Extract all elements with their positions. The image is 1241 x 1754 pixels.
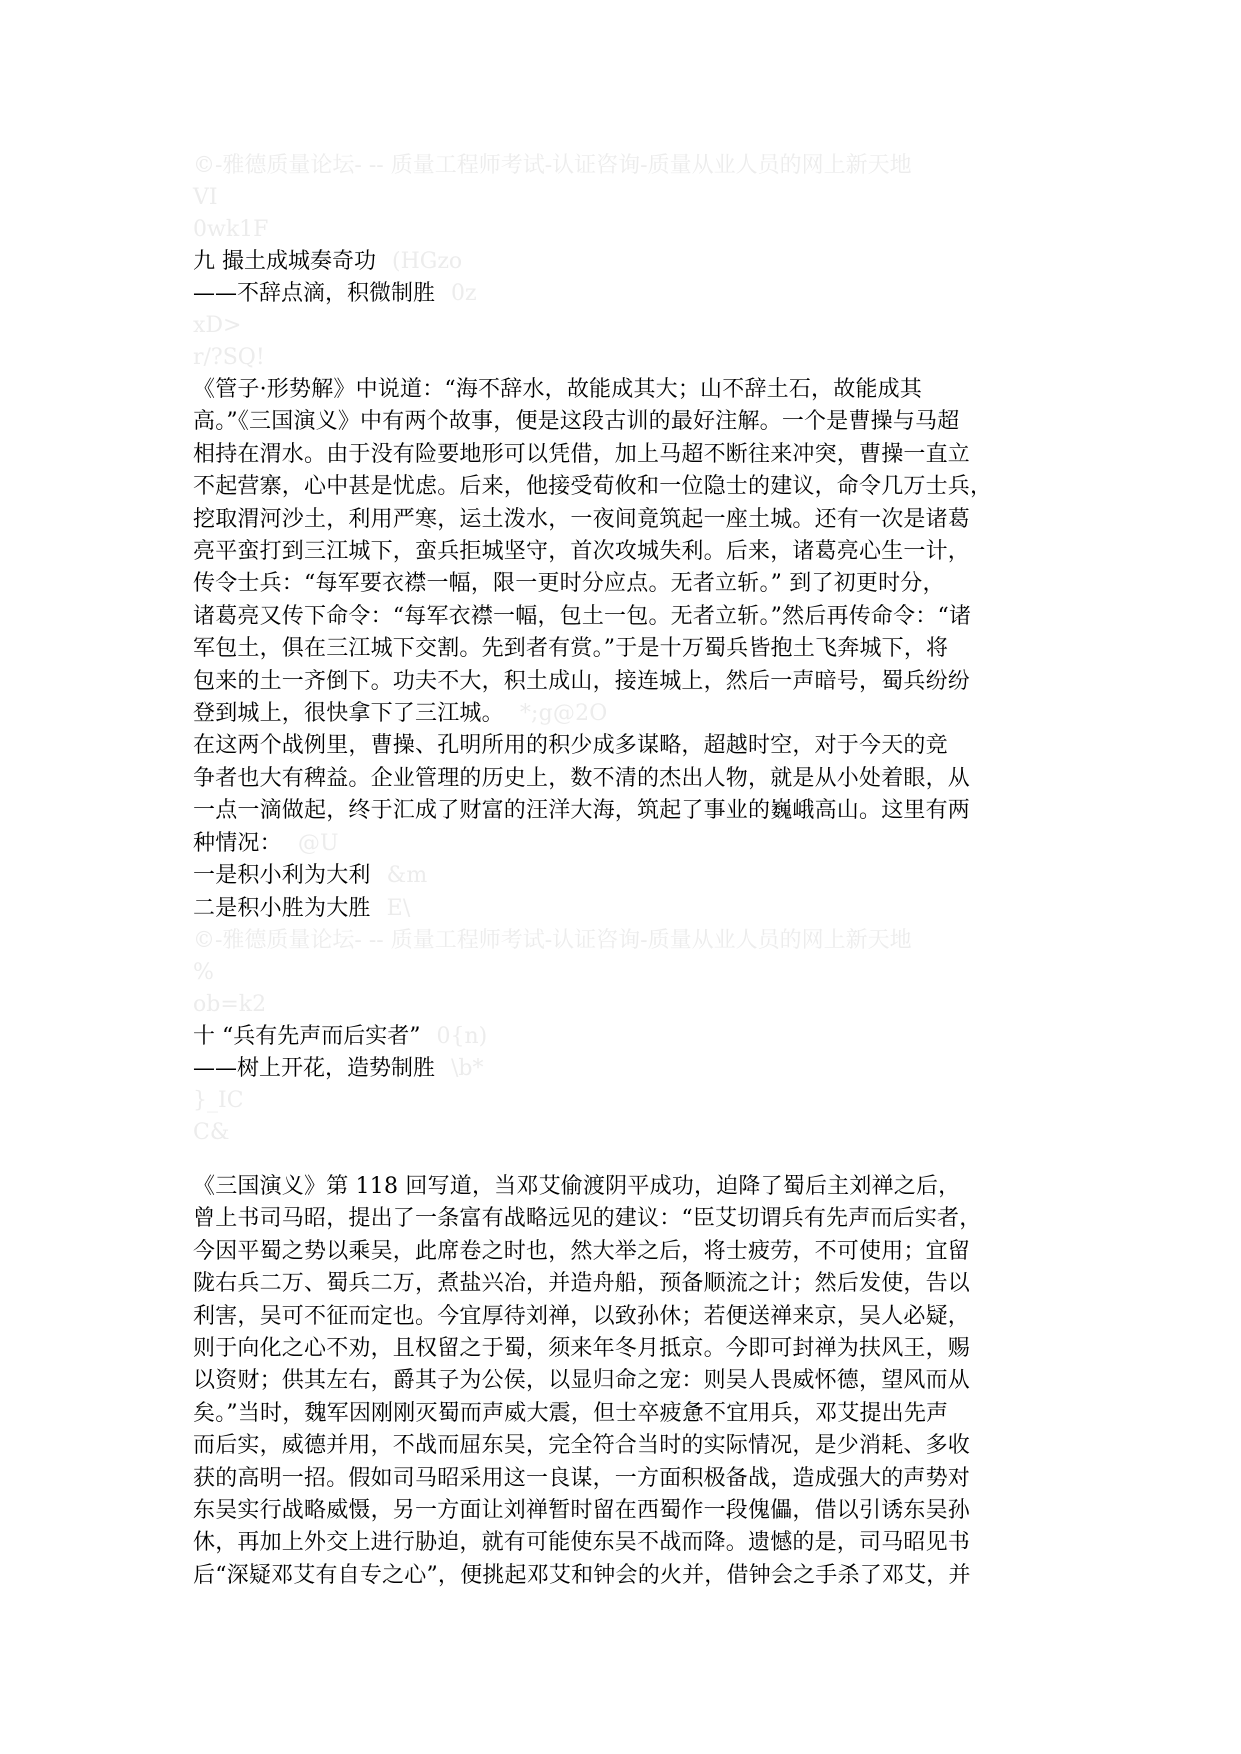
paragraph-line: 而后实，威德并用，不战而屈东吴，完全符合当时的实际情况，是少消耗、多收 xyxy=(193,1433,971,1459)
paragraph-line: 东吴实行战略威慑，另一方面让刘禅暂时留在西蜀作一段傀儡，借以引诱东吴孙 xyxy=(193,1497,971,1523)
paragraph-line: 则于向化之心不劝，且权留之于蜀，须来年冬月抵京。今即可封禅为扶风王，赐 xyxy=(193,1335,971,1361)
noise-text: (HGzo xyxy=(392,249,463,274)
section-subtitle xyxy=(193,278,1063,310)
paragraph-line: 今因平蜀之势以乘吴，此席卷之时也，然大举之后，将士疲劳，不可使用；宜留 xyxy=(193,1238,971,1264)
paragraph-line: 陇右兵二万、蜀兵二万，煮盐兴冶，并造舟船，预备顺流之计；然后发使，告以 xyxy=(193,1271,971,1297)
noise-text: E\ xyxy=(386,895,411,921)
section-subtitle-text: ——树上开花，造势制胜 xyxy=(193,1055,436,1081)
noise-text: 0{n) xyxy=(436,1023,488,1049)
paragraph-line: 高。”《三国演义》中有两个故事，便是这段古训的最好注解。一个是曹操与马超 xyxy=(193,409,960,435)
spacer xyxy=(193,1149,1063,1171)
list-item xyxy=(193,893,1063,925)
paragraph-line: 亮平蛮打到三江城下，蛮兵拒城坚守，首次攻城失利。后来，诸葛亮心生一计， xyxy=(193,539,971,565)
paragraph-line: 获的高明一招。假如司马昭采用这一良谋，一方面积极备战，造成强大的声势对 xyxy=(193,1465,971,1491)
paragraph-line: 争者也大有稗益。企业管理的历史上，数不清的杰出人物，就是从小处着眼，从 xyxy=(193,765,971,791)
paragraph-line: 相持在渭水。由于没有险要地形可以凭借，加上马超不断往来冲突，曹操一直立 xyxy=(193,441,971,467)
paragraph-line: 军包土，俱在三江城下交割。先到者有赏。”于是十万蜀兵皆抱土飞奔城下，将 xyxy=(193,636,949,662)
noise-text: *;g@2O xyxy=(519,701,608,727)
section-subtitle xyxy=(193,1053,1063,1085)
list-item-text: 一是积小利为大利 xyxy=(193,863,371,889)
paragraph-line: 矣。”当时，魏军因刚刚灭蜀而声威大震，但士卒疲惫不宜用兵，邓艾提出先声 xyxy=(193,1400,949,1426)
paragraph xyxy=(193,1171,1063,1592)
section-title xyxy=(193,1021,1063,1053)
noise-line: xD> xyxy=(193,313,242,338)
paragraph-text: 种情况： xyxy=(193,830,282,856)
noise-text: 0z xyxy=(451,281,477,306)
paragraph-line: 诸葛亮又传下命令：“每军衣襟一幅，包土一包。无者立斩。”然后再传命令：“诸 xyxy=(193,603,972,629)
noise-line: C& xyxy=(193,1119,230,1145)
paragraph-line: 以资财；供其左右，爵其子为公侯，以显归命之宠：则吴人畏威怀德，望风而从 xyxy=(193,1368,971,1394)
document-page xyxy=(193,150,1063,1592)
paragraph-line: 不起营寨，心中甚是忧虑。后来，他接受荀攸和一位隐士的建议，命令几万士兵， xyxy=(193,474,993,500)
section-title-text: 九 撮土成城奏奇功 xyxy=(193,249,376,274)
list-item xyxy=(193,860,1063,892)
section-title xyxy=(193,246,1063,278)
noise-text: \b* xyxy=(451,1055,484,1081)
noise-line: r/?SQ! xyxy=(193,345,265,370)
noise-line: VI xyxy=(193,185,218,210)
section-title-text: 十 “兵有先声而后实者” xyxy=(193,1023,421,1049)
paragraph-text: 登到城上，很快拿下了三江城。 xyxy=(193,701,504,727)
noise-line: ob=k2 xyxy=(193,991,267,1017)
paragraph-line: 在这两个战例里，曹操、孔明所用的积少成多谋略，超越时空，对于今天的竞 xyxy=(193,733,948,759)
paragraph xyxy=(193,374,1063,730)
paragraph-line xyxy=(193,828,1063,860)
paragraph-line: 《三国演义》第 118 回写道，当邓艾偷渡阴平成功，迫降了蜀后主刘禅之后， xyxy=(193,1173,961,1199)
paragraph-line: 休，再加上外交上进行胁迫，就有可能使东吴不战而降。遗憾的是，司马昭见书 xyxy=(193,1530,971,1556)
noise-line: }_IC xyxy=(193,1087,244,1113)
paragraph-line: 后“深疑邓艾有自专之心”，便挑起邓艾和钟会的火并，借钟会之手杀了邓艾，并 xyxy=(193,1562,971,1588)
watermark-line: ©-雅德质量论坛- -- 质量工程师考试-认证咨询-质量从业人员的网上新天地 xyxy=(193,927,912,953)
noise-line: 0wk1F xyxy=(193,217,269,242)
paragraph-line: 一点一滴做起，终于汇成了财富的汪洋大海，筑起了事业的巍峨高山。这里有两 xyxy=(193,798,971,824)
paragraph-line: 传令士兵：“每军要衣襟一幅，限一更时分应点。无者立斩。” 到了初更时分， xyxy=(193,571,945,597)
noise-text: &m xyxy=(386,863,428,889)
noise-text: @U xyxy=(297,830,339,856)
paragraph xyxy=(193,730,1063,860)
list-item-text: 二是积小胜为大胜 xyxy=(193,895,371,921)
paragraph-line xyxy=(193,698,1063,730)
paragraph-line: 包来的土一齐倒下。功夫不大，积土成山，接连城上，然后一声暗号，蜀兵纷纷 xyxy=(193,668,971,694)
section-subtitle-text: ——不辞点滴，积微制胜 xyxy=(193,281,436,306)
paragraph-line: 《管子·形势解》中说道：“海不辞水，故能成其大；山不辞土石，故能成其 xyxy=(193,377,923,402)
watermark-line: ©-雅德质量论坛- -- 质量工程师考试-认证咨询-质量从业人员的网上新天地 xyxy=(193,153,912,178)
noise-line: % xyxy=(193,959,214,985)
paragraph-line: 利害，吴可不征而定也。今宜厚待刘禅，以致孙休；若便送禅来京，吴人必疑， xyxy=(193,1303,971,1329)
paragraph-line: 挖取渭河沙土，利用严寒，运土泼水，一夜间竟筑起一座土城。还有一次是诸葛 xyxy=(193,506,971,532)
paragraph-line: 曾上书司马昭，提出了一条富有战略远见的建议：“臣艾切谓兵有先声而后实者， xyxy=(193,1206,982,1232)
